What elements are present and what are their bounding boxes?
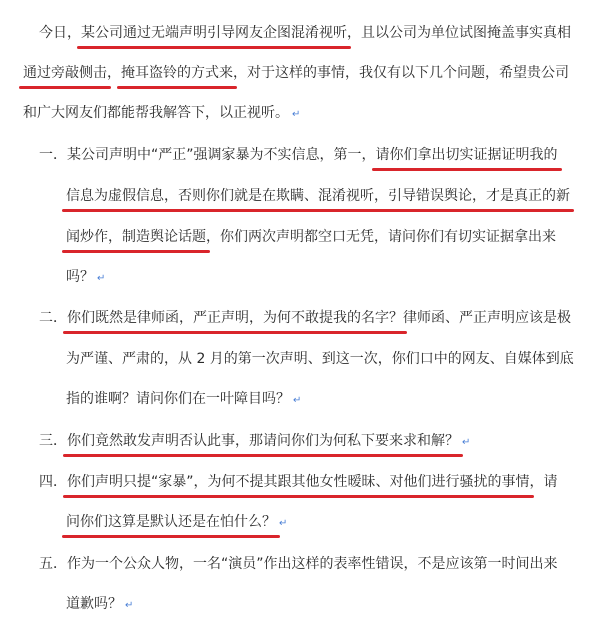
highlighted-text: 掩耳盗铃的方式来 (121, 65, 233, 81)
q4-line-2 (66, 512, 287, 534)
q2-line-1 (39, 308, 571, 328)
q1-text: 吗？ (66, 269, 94, 285)
highlighted-text: 你们竟然敢发声明否认此事，那请问你们为何私下要来求和解？ (67, 433, 459, 449)
q4-text: ，请 (529, 474, 558, 490)
q5-text: 作为一个公众人物，一名“演员”作出这样的表率性错误，不是应该第一时间出来 (67, 556, 558, 572)
q1-line-2 (66, 186, 570, 206)
highlighted-text: 信息为虚假信息，否则你们就是在欺瞒、混淆视听，引导错误舆论，才是真正的新 (66, 188, 570, 204)
q5-text: 道歉吗？ (66, 596, 122, 612)
q2-text: 律师函、严正声明应该是极 (403, 310, 571, 326)
q2-number: 二． (39, 310, 67, 326)
intro-text: 今日， (39, 25, 81, 41)
q5-line-2 (66, 594, 133, 616)
q5-number: 五． (39, 556, 67, 572)
highlighted-text: 通过旁敲侧击 (23, 65, 107, 81)
q1-line-1 (39, 145, 558, 165)
q5-line-1 (39, 554, 558, 574)
highlighted-text: 请你们拿出切实证据证明我的 (375, 147, 558, 163)
q2-text: 为严谨、严肃的，从 2 月的第一次声明、到这一次，你们口中的网友、自媒体到底 (66, 351, 574, 367)
q1-line-3 (66, 227, 556, 247)
intro-line-1 (39, 23, 571, 43)
paragraph-mark-icon: ↵ (293, 395, 302, 406)
paragraph-mark-icon: ↵ (97, 273, 106, 284)
highlighted-text: 你们声明只提“家暴”，为何不提其跟其他女性暧昧、对他们进行骚扰的事情 (67, 474, 530, 490)
intro-text: 和广大网友们都能帮我解答下，以正视听。 (23, 105, 289, 121)
paragraph-mark-icon: ↵ (292, 109, 301, 120)
q1-text: ，你们两次声明都空口无凭，请问你们有切实证据拿出来 (206, 229, 556, 245)
intro-line-2 (23, 63, 569, 83)
highlighted-text: 你们既然是律师函，严正声明，为何不敢提我的名字？ (67, 310, 403, 326)
intro-line-3 (23, 103, 300, 125)
paragraph-mark-icon: ↵ (125, 600, 134, 611)
q4-line-1 (39, 472, 558, 492)
q1-text: 某公司声明中“严正”强调家暴为不实信息，第一， (67, 147, 376, 163)
q1-number: 一． (39, 147, 67, 163)
paragraph-mark-icon: ↵ (279, 518, 288, 529)
q3-line-1 (39, 431, 470, 453)
intro-text: ，且以公司为单位试图掩盖事实真相 (347, 25, 571, 41)
q1-line-4 (66, 267, 105, 289)
q2-line-3 (66, 389, 301, 411)
q3-number: 三． (39, 433, 67, 449)
highlighted-text: 问你们这算是默认还是在怕什么？ (66, 514, 276, 530)
q2-text: 指的谁啊？请问你们在一叶障目吗？ (66, 391, 290, 407)
intro-text: ，对于这样的事情，我仅有以下几个问题，希望贵公司 (233, 65, 569, 81)
highlighted-text: 某公司通过无端声明引导网友企图混淆视听 (81, 25, 347, 41)
highlighted-text: 闻炒作，制造舆论话题 (66, 229, 206, 245)
q2-line-2 (66, 349, 574, 369)
q4-number: 四． (39, 474, 67, 490)
paragraph-mark-icon: ↵ (462, 437, 471, 448)
intro-text: ， (107, 65, 121, 81)
